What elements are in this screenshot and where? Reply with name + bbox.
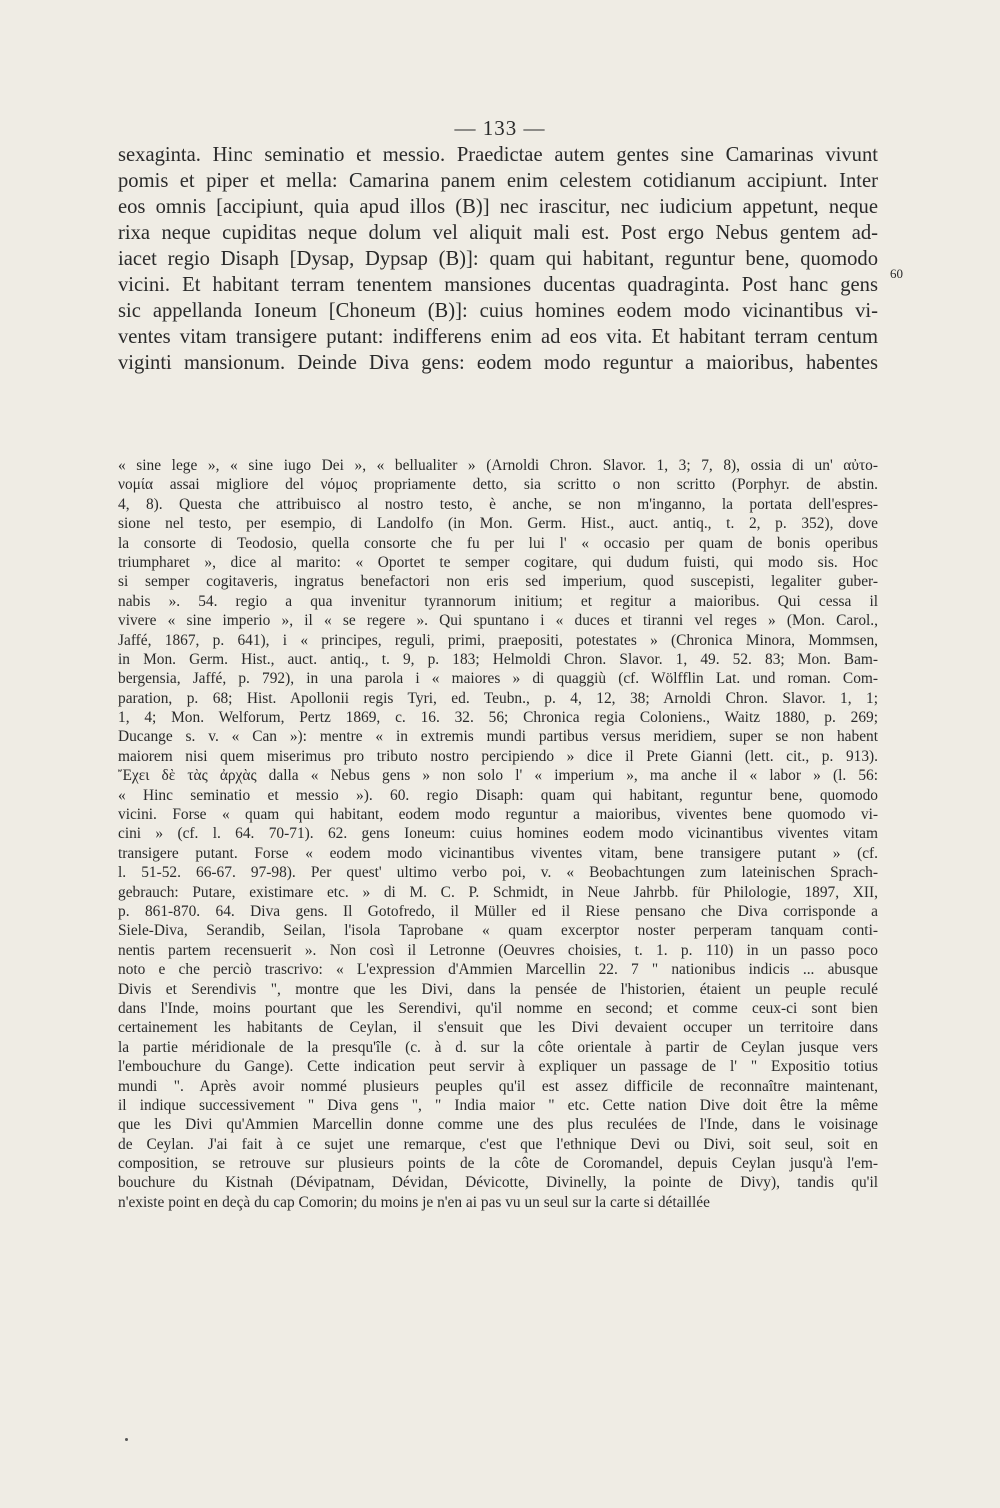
text-line: eos omnis [accipiunt, quia apud illos (B)] nec irascitur, nec iudicium appetunt, neque (118, 196, 878, 218)
note-line: transigere putant. Forse « eodem modo vicinantibus viventes vitam, bene transigere putant » (cf. (118, 844, 878, 862)
text-line: vicini. Et habitant terram tenentem mansiones ducentas quadraginta. Post hanc gens (118, 274, 878, 296)
footnotes (118, 456, 878, 1212)
note-line: dans l'Inde, moins pourtant que les Serendivi, qu'il nomme en second; et comme ceux-ci sont bien (118, 999, 878, 1017)
note-line: l. 51-52. 66-67. 97-98). Per quest' ultimo verbo poi, v. « Beobachtungen zum lateinischen Sprach- (118, 864, 878, 882)
note-line: Ducange s. v. « Can »): mentre « in extremis mundi partibus versus meridiem, super se non habent (118, 728, 878, 746)
note-line: la consorte di Teodosio, quella consorte che fu per lui l' « occasio per quam de bonis operibus (118, 534, 878, 552)
line-marker: 60 (890, 266, 903, 281)
note-line: noto e che perciò trascrivo: « L'expression d'Ammien Marcellin 22. 7 " nationibus indicis ... abusque (118, 961, 878, 979)
note-line: bouchure du Kistnah (Dévipatnam, Dévidan, Dévicotte, Divinelly, la pointe de Divy), tandis qu'il (118, 1174, 878, 1192)
note-line: mundi ". Après avoir nommé plusieurs peuples qu'il est assez difficile de reconnaître maintenant, (118, 1077, 878, 1095)
note-line: gebrauch: Putare, existimare etc. » di M. C. P. Schmidt, in Neue Jahrbb. für Philologie, 1897, XII, (118, 883, 878, 901)
text-line: pomis et piper et mella: Camarina panem enim celestem cotidianum accipiunt. Inter (118, 170, 878, 192)
note-line: certainement les habitants de Ceylan, il s'ensuit que les Divi devaient occuper un territoire dans (118, 1019, 878, 1037)
text-line: iacet regio Disaph [Dysap, Dypsap (B)]: quam qui habitant, reguntur bene, quomodo (118, 248, 878, 270)
note-line: vivere « sine imperio », il « se regere ». Qui spuntano i « duces et tiranni vel reges » (Mon. Carol., (118, 612, 878, 630)
note-line: Siele-Diva, Serandib, Seilan, l'isola Taprobane « quam excerptor noster perperam tanquam conti- (118, 922, 878, 940)
note-line: in Mon. Germ. Hist., auct. antiq., t. 9, p. 183; Helmoldi Chron. Slavor. 1, 49. 52. 83; Mon. Bam- (118, 650, 878, 668)
note-line: Jaffé, 1867, p. 641), i « principes, reguli, primi, praepositi, potestates » (Chronica Minora, Mommsen, (118, 631, 878, 649)
text-line: viginti mansionum. Deinde Diva gens: eodem modo reguntur a maioribus, habentes (118, 352, 878, 374)
note-line: p. 861-870. 64. Diva gens. Il Gotofredo, il Müller ed il Riese pensano che Diva corrisponde a (118, 902, 878, 920)
text-line: sexaginta. Hinc seminatio et messio. Praedictae autem gentes sine Camarinas vivunt (118, 144, 878, 166)
text-line: rixa neque cupiditas neque dolum vel aliquit mali est. Post ergo Nebus gentem ad- (118, 222, 878, 244)
note-line: νομία assai migliore del νόμος propriamente detto, sia scritto o non scritto (Porphyr. de abstin. (118, 476, 878, 494)
note-line: nabis ». 54. regio a qua invenitur tyrannorum initium; et regitur a maioribus. Qui cessa il (118, 592, 878, 610)
note-line: Ἔχει δὲ τὰς ἀρχὰς dalla « Nebus gens » non solo l' « imperium », ma anche il « labor » (l. 56: (118, 767, 878, 785)
note-line: l'embouchure du Gange). Cette indication peut servir à expliquer un passage de l' " Expositio totius (118, 1058, 878, 1076)
page-number: — 133 — (454, 116, 546, 140)
dot-mark (125, 1438, 128, 1441)
text-line: sic appellanda Ioneum [Choneum (B)]: cuius homines eodem modo vicinantibus vi- (118, 300, 878, 322)
note-line: « sine lege », « sine iugo Dei », « bellualiter » (Arnoldi Chron. Slavor. 1, 3; 7, 8), ossia di un' αὐτο- (118, 457, 878, 474)
note-line: de Ceylan. J'ai fait à ce sujet une remarque, c'est que l'ethnique Devi ou Divi, soit seul, soit en (118, 1135, 878, 1153)
note-line: paration, p. 68; Hist. Apollonii regis Tyri, ed. Teubn., p. 4, 12, 38; Arnoldi Chron. Slavor. 1, 1; (118, 689, 878, 707)
note-line: triumpharet », dice al marito: « Oportet te semper cogitare, qui dudum fuisti, qui modo sis. Hoc (118, 553, 878, 571)
note-line: composition, se retrouve sur plusieurs points de la côte de Coromandel, depuis Ceylan jusqu'à l'em- (118, 1155, 878, 1173)
note-line: « Hinc seminatio et messio »). 60. regio Disaph: quam qui habitant, reguntur bene, quomodo (118, 786, 878, 804)
note-line: 4, 8). Questa che attribuisco al nostro testo, è anche, se non m'inganno, la portata dell'espres- (118, 495, 878, 513)
note-line: vicini. Forse « quam qui habitant, eodem modo reguntur a maioribus, viventes bene quomodo vi- (118, 806, 878, 824)
text-line: ventes vitam transigere putant: indifferens enim ad eos vita. Et habitant terram centum (118, 326, 878, 348)
note-line: que les Divi qu'Ammien Marcellin donne comme une des plus reculées de l'Inde, dans le voisinage (118, 1116, 878, 1134)
note-line: si semper cogitaveris, ingratus benefactori non eris sed imperium, quod suscepisti, legaliter guber- (118, 573, 878, 591)
note-line: n'existe point en deçà du cap Comorin; du moins je n'en ai pas vu un seul sur la carte si détaillée (118, 1193, 710, 1211)
main-text (118, 142, 878, 376)
note-line: Divis et Serendivis ", montre que les Divi, dans la pensée de l'historien, étaient un peuple reculé (118, 980, 878, 998)
note-line: maiorem nisi quem miserimus pro tributo nostro percipiendo » dice il Prete Gianni (lett. cit., p. 913). (118, 747, 878, 765)
note-line: il indique successivement " Diva gens ", " India maior " etc. Cette nation Dive doit être la même (118, 1096, 878, 1114)
note-line: nentis partem recensuerit ». Non così il Letronne (Oeuvres choisies, t. 1. p. 110) in un passo poco (118, 941, 878, 959)
note-line: cini » (cf. l. 64. 70-71). 62. gens Ioneum: cuius homines eodem modo vicinantibus viventes vitam (118, 825, 878, 843)
note-line: la partie méridionale de la presqu'île (c. à d. sur la côte orientale à partir de Ceylan jusque vers (118, 1038, 878, 1056)
note-line: bergensia, Jaffé, p. 792), in una parola i « maiores » di quaggiù (cf. Wölfflin Lat. und roman. Com- (118, 670, 878, 688)
note-line: 1, 4; Mon. Welforum, Pertz 1869, c. 16. 32. 56; Chronica regia Coloniens., Waitz 1880, p. 269; (118, 709, 878, 727)
note-line: sione nel testo, per esempio, di Landolfo (in Mon. Germ. Hist., auct. antiq., t. 2, p. 352), dove (118, 515, 878, 533)
